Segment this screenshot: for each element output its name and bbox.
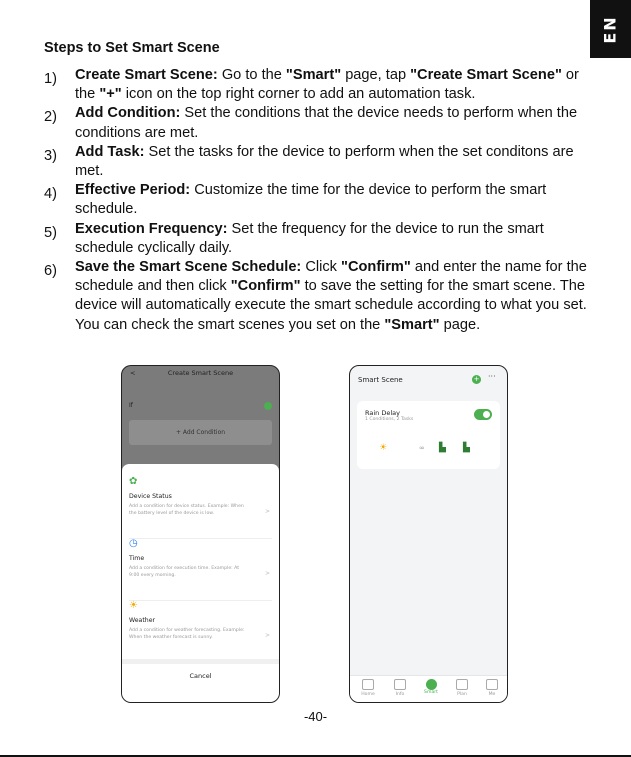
- tab-me[interactable]: [480, 679, 504, 697]
- step-item: [44, 66, 592, 104]
- clock-icon: ◷: [129, 538, 138, 549]
- tab-info[interactable]: [388, 679, 412, 697]
- tab-icon: [456, 679, 468, 690]
- bottom-tab-bar: [350, 675, 507, 702]
- condition-option[interactable]: [129, 538, 272, 579]
- step-item: [44, 181, 592, 219]
- step-bold-text: Save the Smart Scene Schedule:: [75, 259, 302, 276]
- step-bold-text: "Smart": [384, 316, 440, 333]
- tab-plan[interactable]: [450, 679, 474, 697]
- back-icon[interactable]: <: [130, 369, 136, 377]
- create-smart-scene-screenshot: [121, 365, 280, 703]
- step-bold-text: "Smart": [285, 67, 342, 83]
- step-text: Set the frequency for the device to run the smart schedule cyclically daily.: [75, 220, 544, 256]
- step-number: 6): [44, 263, 57, 280]
- language-label: EN: [600, 14, 620, 44]
- screen-title: Smart Scene: [358, 376, 403, 384]
- condition-option[interactable]: [129, 600, 272, 641]
- smart-scene-screenshot: [349, 365, 508, 703]
- condition-sheet: [122, 464, 279, 702]
- condition-label: Device Status: [129, 493, 172, 500]
- chevron-right-icon: >: [264, 632, 270, 639]
- tab-icon: [486, 679, 498, 690]
- link-icon: ∞: [419, 444, 425, 452]
- tab-icon: [394, 679, 406, 690]
- step-text: Set the tasks for the device to perform when the set conditons are met.: [75, 143, 574, 180]
- chevron-right-icon: >: [264, 508, 270, 515]
- valve-icon: ▙: [463, 443, 470, 453]
- tab-label: Info: [395, 692, 405, 697]
- step-bold-text: Create Smart Scene:: [75, 67, 218, 83]
- step-number: 1): [44, 71, 57, 87]
- step-item: [44, 258, 592, 335]
- gear-icon: ✿: [129, 476, 138, 487]
- section-title: Steps to Set Smart Scene: [44, 40, 220, 56]
- condition-label: Time: [129, 555, 145, 562]
- add-icon[interactable]: [264, 402, 272, 410]
- language-tab: [590, 0, 631, 58]
- step-number: 2): [44, 109, 57, 126]
- condition-label: Weather: [129, 617, 156, 624]
- step-text: page.: [439, 316, 481, 333]
- tab-home[interactable]: [356, 679, 380, 697]
- step-text: Click: [301, 259, 342, 276]
- condition-option[interactable]: [129, 476, 272, 517]
- step-number: 3): [44, 147, 57, 164]
- step-text: Go to the: [217, 67, 286, 83]
- step-bold-text: Effective Period:: [75, 182, 191, 199]
- scene-toggle[interactable]: [474, 409, 492, 420]
- step-number: 4): [44, 186, 57, 203]
- step-bold-text: Add Condition:: [75, 105, 181, 122]
- condition-description: Add a condition for weather forecasting. Example: When the weather forecast is sunny.: [129, 628, 245, 640]
- step-item: [44, 220, 592, 258]
- tab-label: Plan: [457, 692, 467, 697]
- cancel-button[interactable]: Cancel: [189, 672, 212, 680]
- step-item: [44, 104, 592, 142]
- step-item: [44, 143, 592, 181]
- tab-smart[interactable]: [419, 679, 443, 695]
- tab-label: Home: [361, 692, 375, 697]
- step-bold-text: "+": [99, 86, 122, 103]
- step-bold-text: "Create Smart Scene": [410, 67, 562, 83]
- page-number: -40-: [303, 709, 328, 724]
- condition-description: Add a condition for execution time. Example: At 9:00 every morning.: [129, 566, 240, 578]
- if-label: If: [129, 402, 133, 409]
- scene-card[interactable]: [357, 401, 500, 469]
- step-text: icon on the top right corner to add an automation task.: [121, 86, 476, 103]
- add-condition-button[interactable]: + Add Condition: [129, 420, 272, 445]
- scene-summary: 1 Conditions, 2 Tasks: [365, 417, 414, 422]
- step-number: 5): [44, 224, 57, 241]
- tab-label: Me: [488, 692, 496, 697]
- tab-label: Smart: [424, 690, 438, 695]
- tab-icon: [426, 679, 437, 690]
- step-bold-text: Execution Frequency:: [75, 220, 228, 237]
- sun-icon: ☀: [379, 443, 388, 453]
- steps-list: [44, 66, 592, 335]
- step-bold-text: "Confirm": [341, 259, 411, 276]
- sun-icon: ☀: [129, 600, 138, 611]
- condition-description: Add a condition for device status. Example: When the battery level of the device is low.: [129, 504, 244, 516]
- add-scene-icon[interactable]: +: [473, 375, 480, 383]
- step-text: Customize the time for the device to perform the smart schedule.: [75, 182, 547, 218]
- screen-title: Create Smart Scene: [167, 369, 234, 377]
- step-bold-text: "Confirm": [230, 278, 301, 295]
- chevron-right-icon: >: [264, 570, 270, 577]
- valve-icon: ▙: [439, 443, 446, 453]
- step-bold-text: Add Task:: [75, 143, 145, 160]
- scene-name: Rain Delay: [365, 409, 400, 417]
- step-text: and enter the name for the schedule and then click: [75, 259, 587, 295]
- step-text: Set the conditions that the device needs to perform when the conditions are met.: [75, 105, 578, 141]
- tab-icon: [362, 679, 374, 690]
- step-text: or the: [75, 67, 579, 103]
- more-icon[interactable]: ···: [488, 372, 496, 381]
- step-text: to save the setting for the smart scene. The device will automatically execute the smart schedule according to what you set. You can check the smart scenes you set on the: [75, 278, 587, 333]
- cancel-bar: [122, 659, 279, 702]
- screen-header: [122, 366, 279, 382]
- step-text: page, tap: [341, 67, 411, 83]
